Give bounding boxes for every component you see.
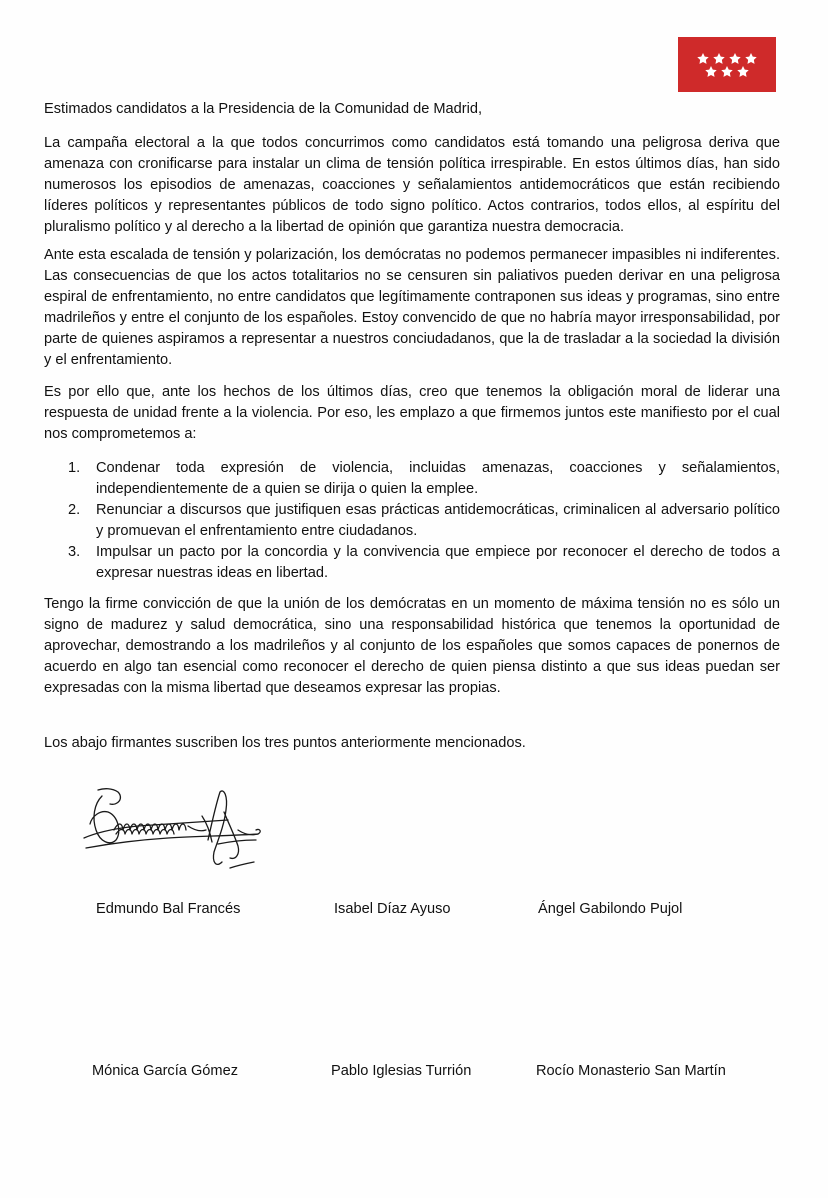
list-item-number: 1. [68, 460, 81, 476]
madrid-flag-logo [678, 37, 776, 92]
paragraph-signatories-statement: Los abajo firmantes suscriben los tres puntos anteriormente mencionados. [44, 735, 526, 751]
signatory-name: Isabel Díaz Ayuso [334, 901, 451, 917]
letter-greeting: Estimados candidatos a la Presidencia de la Comunidad de Madrid, [44, 101, 483, 117]
signatory-name: Mónica García Gómez [92, 1063, 238, 1079]
list-item [44, 500, 780, 542]
list-item-number: 3. [68, 544, 81, 560]
list-item-number: 2. [68, 502, 81, 518]
paragraph-campaign: La campaña electoral a la que todos concurrimos como candidatos está tomando una peligrosa deriva que amenaza con cronificarse para instalar un clima de tensión política irrespirable. En estos últimos días, han sido numerosos los episodios de amenazas, coacciones y señalamientos antidemocráticos que están recibiendo líderes políticos y representantes públicos de todo signo político. Actos contrarios, todos ellos, al espíritu del pluralismo político y al derecho a la libertad de opinión que garantiza nuestra democracia. [44, 135, 780, 235]
paragraph-unity: Es por ello que, ante los hechos de los últimos días, creo que tenemos la obligación moral de liderar una respuesta de unidad frente a la violencia. Por eso, les emplazo a que firmemos juntos este manifiesto por el cual nos comprometemos a: [44, 384, 780, 442]
list-item [44, 458, 780, 500]
list-item-text: Impulsar un pacto por la concordia y la convivencia que empiece por reconocer el derecho de todos a expresar nuestras ideas en libertad. [96, 544, 780, 581]
signatory-name: Rocío Monasterio San Martín [536, 1063, 726, 1079]
handwritten-signature [78, 782, 294, 882]
commitments-list [44, 458, 780, 584]
list-item [44, 542, 780, 584]
signatory-name: Edmundo Bal Francés [96, 901, 241, 917]
signatory-name: Pablo Iglesias Turrión [331, 1063, 472, 1079]
paragraph-conviction: Tengo la firme convicción de que la unión de los demócratas en un momento de máxima tensión no es sólo un signo de madurez y salud democrática, sino una responsabilidad histórica que tenemos la oportunidad de aprovechar, demostrando a los madrileños y al conjunto de los españoles que somos capaces de ponernos de acuerdo en algo tan esencial como reconocer el derecho de quien piensa distinto a que sus ideas puedan ser expresadas con la misma libertad que deseamos expresar las propias. [44, 596, 780, 696]
signatory-name: Ángel Gabilondo Pujol [538, 901, 683, 917]
seven-stars-icon [678, 37, 776, 92]
list-item-text: Condenar toda expresión de violencia, incluidas amenazas, coacciones y señalamientos, independientemente de a quien se dirija o quien la emplee. [96, 460, 780, 497]
paragraph-escalation: Ante esta escalada de tensión y polarización, los demócratas no podemos permanecer impasibles ni indiferentes. Las consecuencias de que los actos totalitarios no se censuren sin paliativos pueden derivar en una peligrosa espiral de enfrentamiento, no entre candidatos que legítimamente contraponen sus ideas y programas, sino entre madrileños y entre el conjunto de los españoles. Estoy convencido de que no habría mayor irresponsabilidad, por parte de quienes aspiramos a representar a nuestros conciudadanos, que la de trasladar a la sociedad la división y el enfrentamiento. [44, 247, 780, 368]
list-item-text: Renunciar a discursos que justifiquen esas prácticas antidemocráticas, criminalicen al adversario político y promuevan el enfrentamiento entre ciudadanos. [96, 502, 780, 539]
